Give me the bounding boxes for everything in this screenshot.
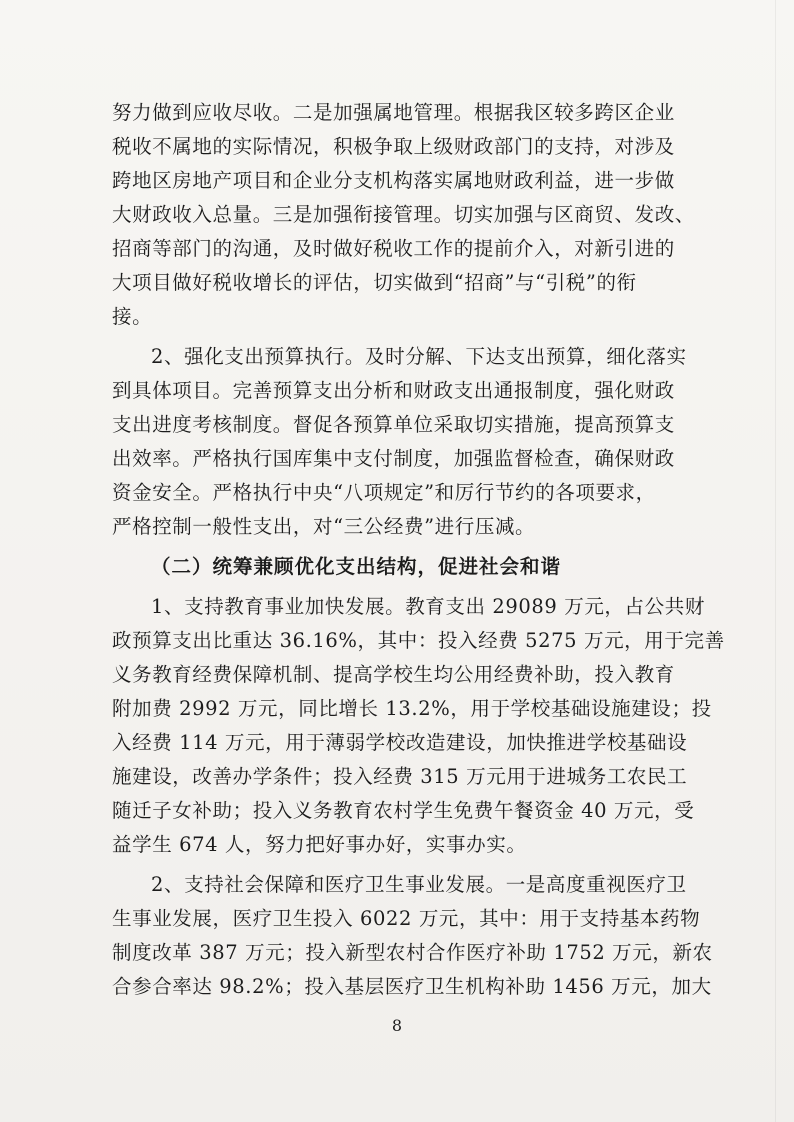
- text-line: 政预算支出比重达 36.16%，其中：投入经费 5275 万元，用于完善: [112, 629, 725, 652]
- text-line: 益学生 674 人，努力把好事办好，实事办实。: [112, 833, 527, 856]
- section-heading: （二）统筹兼顾优化支出结构，促进社会和谐: [151, 555, 562, 578]
- text-line: 义务教育经费保障机制、提高学校生均公用经费补助，投入教育: [112, 663, 675, 686]
- text-line: 入经费 114 万元，用于薄弱学校改造建设，加快推进学校基础设: [112, 731, 688, 754]
- text-line: 接。: [112, 305, 153, 328]
- text-line: 到具体项目。完善预算支出分析和财政支出通报制度，强化财政: [112, 379, 675, 402]
- scan-edge: [775, 0, 776, 1122]
- text-line: 支出进度考核制度。督促各预算单位采取切实措施，提高预算支: [112, 413, 675, 436]
- text-line: 努力做到应收尽收。二是加强属地管理。根据我区较多跨区企业: [112, 101, 675, 124]
- page-number: 8: [391, 1016, 403, 1035]
- text-line: 出效率。严格执行国库集中支付制度，加强监督检查，确保财政: [112, 447, 675, 470]
- text-line: 大项目做好税收增长的评估，切实做到“招商”与“引税”的衔: [112, 271, 637, 294]
- text-line: 2、强化支出预算执行。及时分解、下达支出预算，细化落实: [151, 345, 687, 368]
- text-line: 施建设，改善办学条件；投入经费 315 万元用于进城务工农民工: [112, 765, 688, 788]
- text-line: 2、支持社会保障和医疗卫生事业发展。一是高度重视医疗卫: [151, 873, 687, 896]
- text-line: 附加费 2992 万元，同比增长 13.2%，用于学校基础设施建设；投: [112, 697, 712, 720]
- text-line: 严格控制一般性支出，对“三公经费”进行压减。: [112, 515, 536, 538]
- text-line: 跨地区房地产项目和企业分支机构落实属地财政利益，进一步做: [112, 169, 675, 192]
- text-line: 资金安全。严格执行中央“八项规定”和厉行节约的各项要求，: [112, 481, 656, 504]
- text-line: 制度改革 387 万元；投入新型农村合作医疗补助 1752 万元，新农: [112, 941, 713, 964]
- text-line: 大财政收入总量。三是加强衔接管理。切实加强与区商贸、发改、: [112, 203, 695, 226]
- text-line: 合参合率达 98.2%；投入基层医疗卫生机构补助 1456 万元，加大: [112, 975, 712, 998]
- text-line: 税收不属地的实际情况，积极争取上级财政部门的支持，对涉及: [112, 135, 675, 158]
- text-line: 随迁子女补助；投入义务教育农村学生免费午餐资金 40 万元，受: [112, 799, 695, 822]
- text-line: 生事业发展，医疗卫生投入 6022 万元，其中：用于支持基本药物: [112, 907, 701, 930]
- text-line: 1、支持教育事业加快发展。教育支出 29089 万元，占公共财: [151, 595, 705, 618]
- document-body: [112, 96, 725, 1004]
- text-line: 招商等部门的沟通，及时做好税收工作的提前介入，对新引进的: [112, 237, 675, 260]
